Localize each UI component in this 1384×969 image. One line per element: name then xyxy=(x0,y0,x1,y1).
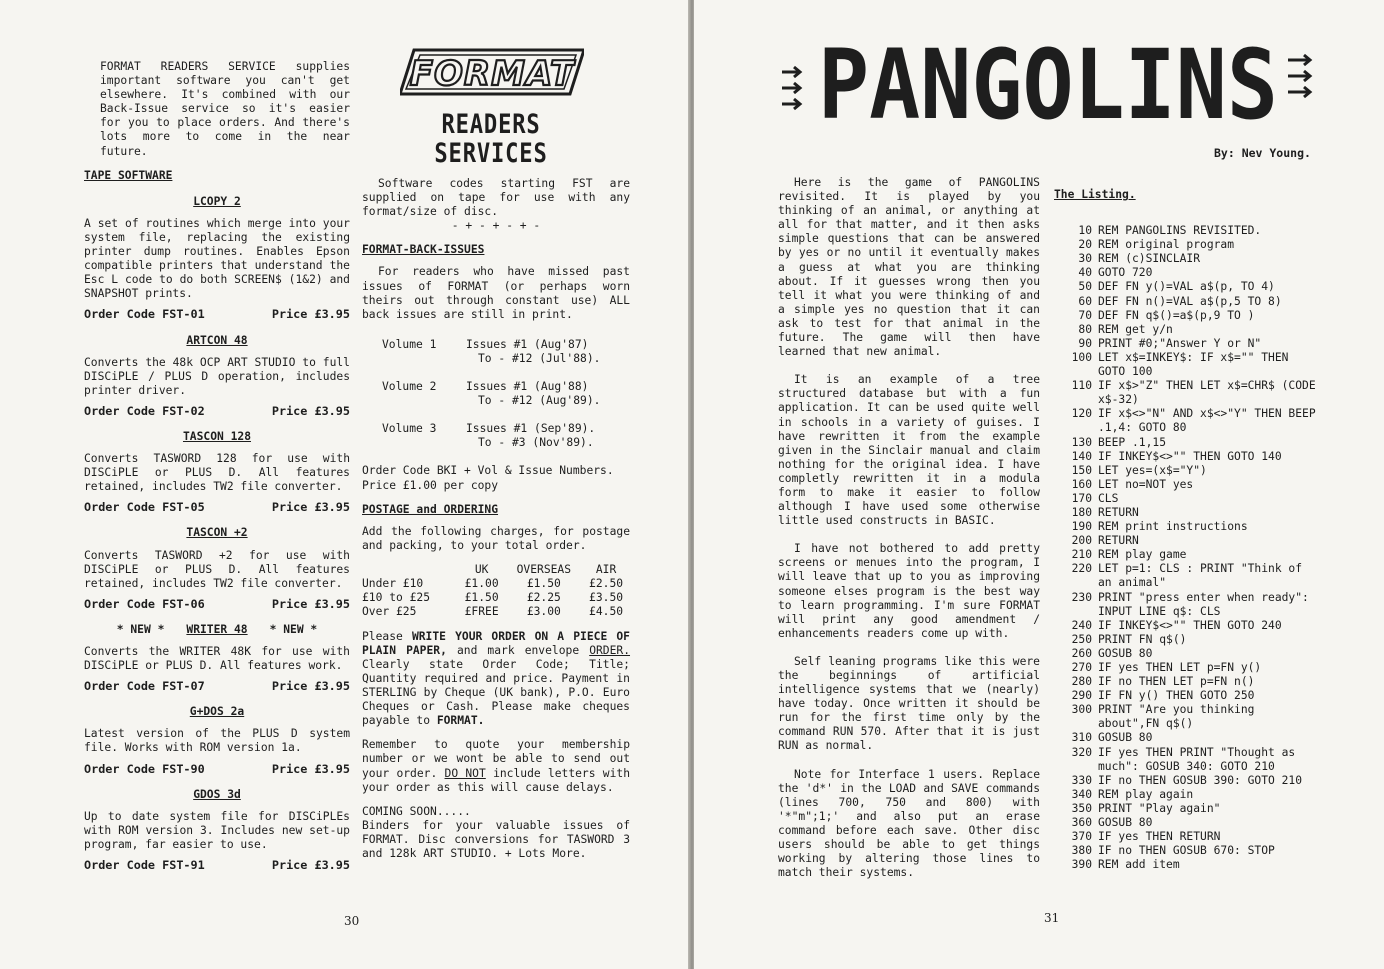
listing-line xyxy=(1054,351,1320,379)
volume-issues xyxy=(466,422,595,450)
postage-heading: POSTAGE and ORDERING xyxy=(362,502,499,516)
product-description: Converts the 48k OCP ART STUDIO to full DISCiPLE / PLUS D operation, includes printer driver. xyxy=(84,355,350,397)
listing-line xyxy=(1054,788,1320,802)
line-code: IF INKEY$<>"" THEN GOTO 240 xyxy=(1098,618,1282,632)
listing-line xyxy=(1054,591,1320,619)
listing-line xyxy=(1054,280,1320,294)
volume-issues-from: Issues #1 (Aug'88) xyxy=(466,380,589,394)
article-paragraph: Here is the game of PANGOLINS revisited. It is played by you thinking of an animal, or anything at all for that matter, and it then asks simple questions that can be answered by yes or no until it eventually makes a guess at what you are thinking about. If it guesses wrong then you tell it what you were thinking of and a simple yes no question that it can ask to test for that animal in the future. The game will then have learned that new animal. xyxy=(778,176,1040,359)
line-number: 140 xyxy=(1071,449,1092,463)
line-number: 50 xyxy=(1078,280,1092,294)
line-code: GOSUB 80 xyxy=(1098,816,1153,830)
volume-issues-to: To - #12 (Jul'88). xyxy=(478,351,601,365)
listing-line xyxy=(1054,647,1320,661)
line-number: 110 xyxy=(1071,379,1092,393)
product-entry xyxy=(84,788,350,872)
postage-table xyxy=(362,563,630,620)
coming-soon-text: Binders for your valuable issues of FORMAT. Disc conversions for TASWORD 3 and 128k ART STUDIO. + Lots More. xyxy=(362,818,630,860)
readers-services-title xyxy=(416,110,565,168)
postage-cell: £1.50 xyxy=(464,591,499,605)
postage-cell: £3.00 xyxy=(526,605,561,619)
readers-services-title-line-1: READERS xyxy=(441,109,541,140)
order-code: Order Code FST-90 xyxy=(84,761,205,776)
volume-issues-to: To - #12 (Aug'89). xyxy=(478,394,601,408)
order-code: Order Code FST-05 xyxy=(84,500,205,515)
listing-line xyxy=(1054,252,1320,266)
postage-cell: Under £10 xyxy=(362,577,424,591)
line-code: BEEP .1,15 xyxy=(1098,435,1167,449)
section-divider: - + - + - + - xyxy=(451,219,541,233)
product-entry xyxy=(84,705,350,775)
volume-entry xyxy=(362,380,630,408)
ordering-text-3: Clearly state Order Code; Title; Quantity required and price. Payment in STERLING by Cheque (UK bank), P.O. Euro Cheques or Cash. Please make cheques payable to xyxy=(362,657,630,728)
ordering-order-word: ORDER. xyxy=(589,643,631,657)
right-column xyxy=(362,177,630,861)
title-arrows-left xyxy=(782,67,800,109)
postage-header-cell: AIR xyxy=(595,562,617,576)
line-code: GOSUB 80 xyxy=(1098,646,1153,660)
line-number: 270 xyxy=(1071,661,1092,674)
postage-cell: £1.50 xyxy=(526,577,561,591)
line-number: 380 xyxy=(1071,844,1092,858)
line-number: 290 xyxy=(1071,689,1092,703)
volume-issues-from: Issues #1 (Sep'89). xyxy=(466,422,596,436)
product-name: G+DOS 2a xyxy=(189,705,245,719)
back-issue-price: Price £1.00 per copy xyxy=(362,478,499,492)
product-order-line xyxy=(84,597,350,611)
listing-line xyxy=(1054,661,1320,675)
line-code: LET yes=(x$="Y") xyxy=(1098,463,1207,477)
format-logo-text: FORMAT xyxy=(409,54,575,94)
product-price: Price £3.95 xyxy=(271,858,350,873)
line-number: 240 xyxy=(1071,618,1092,632)
product-entry xyxy=(84,195,350,322)
listing-line xyxy=(1054,633,1320,647)
product-title xyxy=(84,195,350,209)
line-code: PRINT FN q$() xyxy=(1098,632,1187,646)
line-code: REM PANGOLINS REVISITED. xyxy=(1098,224,1262,238)
line-number: 320 xyxy=(1071,745,1092,759)
volume-entry xyxy=(362,338,630,366)
product-order-line xyxy=(84,858,350,872)
postage-cell: £3.50 xyxy=(589,591,624,605)
listing-line xyxy=(1054,379,1320,407)
product-description: Latest version of the PLUS D system file. Works with ROM version 1a. xyxy=(84,727,350,755)
postage-header-cell: OVERSEAS xyxy=(516,562,572,576)
listing-line xyxy=(1054,562,1320,590)
line-number: 200 xyxy=(1071,534,1092,548)
product-order-line xyxy=(84,762,350,776)
listing-line xyxy=(1054,224,1320,238)
byline: By: Nev Young. xyxy=(1214,146,1311,160)
product-list xyxy=(84,195,350,872)
volume-number: Volume 3 xyxy=(382,422,437,436)
line-number: 90 xyxy=(1078,336,1092,350)
line-number: 150 xyxy=(1071,463,1092,477)
line-code: PRINT "Are you thinking about",FN q$() xyxy=(1098,703,1255,731)
listing-line xyxy=(1054,675,1320,689)
line-number: 390 xyxy=(1071,858,1092,872)
product-price: Price £3.95 xyxy=(271,761,350,776)
remember-text xyxy=(362,738,630,794)
line-code: DEF FN q$()=a$(p,9 TO ) xyxy=(1098,308,1255,322)
product-price: Price £3.95 xyxy=(271,596,350,611)
line-number: 350 xyxy=(1071,801,1092,815)
product-price: Price £3.95 xyxy=(271,403,350,418)
product-name: GDOS 3d xyxy=(193,787,241,801)
line-number: 120 xyxy=(1071,407,1092,421)
pangolins-title xyxy=(776,30,1316,140)
product-order-line xyxy=(84,500,350,514)
listing-line xyxy=(1054,858,1320,872)
product-name: TASCON 128 xyxy=(182,429,251,443)
back-issues-heading: FORMAT-BACK-ISSUES xyxy=(362,243,485,257)
order-code: Order Code FST-07 xyxy=(84,679,205,694)
listing-line xyxy=(1054,703,1320,731)
listing-line xyxy=(1054,506,1320,520)
postage-row xyxy=(362,605,630,619)
listing-line xyxy=(1054,464,1320,478)
listing-line xyxy=(1054,436,1320,450)
line-number: 340 xyxy=(1071,787,1092,801)
listing-line xyxy=(1054,746,1320,774)
product-description: Up to date system file for DISCiPLEs with ROM version 3. Includes new set-up program, far easier to use. xyxy=(84,809,350,851)
line-number: 330 xyxy=(1071,773,1092,787)
article-paragraph: It is an example of a tree structured database but with a fun application. It can be used quite well in schools in a variety of guises. I have rewritten it from the example given in the Sinclair manual and claim nothing for the original idea. I have completly rewritten it in a modula form to make it easier to follow although I have used some otherwise little used constructs in BASIC. xyxy=(778,373,1040,528)
page-number-left: 30 xyxy=(344,914,360,928)
line-code: IF no THEN LET p=FN n() xyxy=(1098,675,1255,689)
line-number: 40 xyxy=(1078,266,1092,280)
line-code: PRINT #0;"Answer Y or N" xyxy=(1098,336,1262,350)
right-page xyxy=(694,0,1384,969)
postage-cell: Over £25 xyxy=(362,605,417,619)
postage-cell: £10 to £25 xyxy=(362,591,431,605)
line-code: PRINT "Play again" xyxy=(1098,801,1221,815)
listing-line xyxy=(1054,407,1320,435)
readers-services-title-line-2: SERVICES xyxy=(434,138,548,169)
product-entry xyxy=(84,334,350,418)
order-code: Order Code FST-01 xyxy=(84,307,205,322)
ordering-format-word: FORMAT. xyxy=(436,714,485,728)
new-badge: * NEW * xyxy=(116,622,165,636)
line-code: IF yes THEN RETURN xyxy=(1098,830,1221,844)
line-number: 20 xyxy=(1078,238,1092,252)
product-entry xyxy=(84,430,350,514)
product-name: LCOPY 2 xyxy=(193,194,241,208)
line-number: 100 xyxy=(1071,350,1092,364)
line-number: 70 xyxy=(1078,308,1092,322)
line-code: DEF FN n()=VAL a$(p,5 TO 8) xyxy=(1098,294,1282,308)
back-issues-text: For readers who have missed past issues of FORMAT (or perhaps worn theirs out through constant use) ALL back issues are still in print. xyxy=(362,265,630,321)
product-price: Price £3.95 xyxy=(271,307,350,322)
line-number: 360 xyxy=(1071,816,1092,830)
listing-line xyxy=(1054,295,1320,309)
line-code: REM print instructions xyxy=(1098,520,1248,534)
product-title xyxy=(84,334,350,348)
product-name: WRITER 48 xyxy=(186,622,248,636)
listing-column xyxy=(1054,188,1320,872)
product-entry xyxy=(84,623,350,693)
ordering-text-1: Please xyxy=(362,629,403,643)
title-arrows-right xyxy=(1288,55,1310,97)
order-code: Order Code FST-06 xyxy=(84,596,205,611)
volume-number: Volume 1 xyxy=(382,337,437,351)
line-code: IF INKEY$<>"" THEN GOTO 140 xyxy=(1098,449,1282,463)
listing-line xyxy=(1054,337,1320,351)
postage-header-row xyxy=(362,563,630,577)
ordering-text-bold: WRITE YOUR ORDER ON A PIECE OF PLAIN PAPER, xyxy=(362,629,630,657)
postage-header-cell: UK xyxy=(474,562,489,576)
line-code: GOSUB 80 xyxy=(1098,731,1153,745)
remember-text-2: include letters with your order as this will cause delays. xyxy=(362,766,630,794)
listing-line xyxy=(1054,816,1320,830)
listing-line xyxy=(1054,619,1320,633)
volume-issues-from: Issues #1 (Aug'87) xyxy=(466,337,589,351)
page-number-right: 31 xyxy=(1044,911,1060,925)
listing-line xyxy=(1054,534,1320,548)
postage-row xyxy=(362,577,630,591)
listing-line xyxy=(1054,774,1320,788)
postage-cell: £FREE xyxy=(464,605,499,619)
line-code: REM (c)SINCLAIR xyxy=(1098,252,1201,266)
line-number: 300 xyxy=(1071,703,1092,717)
line-number: 230 xyxy=(1071,590,1092,604)
software-codes-text: Software codes starting FST are supplied on tape for use with any format/size of disc. xyxy=(362,177,630,219)
line-code: LET no=NOT yes xyxy=(1098,477,1194,491)
pangolins-title-text: PANGOLINS xyxy=(818,30,1278,140)
line-number: 310 xyxy=(1071,731,1092,745)
product-description: Converts the WRITER 48K for use with DISCiPLE or PLUS D. All features work. xyxy=(84,645,350,673)
remember-text-1: Remember to quote your membership number or we wont be able to send out your order. xyxy=(362,738,630,780)
listing-line xyxy=(1054,520,1320,534)
listing-line xyxy=(1054,844,1320,858)
postage-text: Add the following charges, for postage and packing, to your total order. xyxy=(362,524,630,552)
postage-cell: £2.25 xyxy=(526,591,561,605)
line-number: 370 xyxy=(1071,830,1092,844)
coming-soon-heading: COMING SOON..... xyxy=(362,804,471,818)
tape-software-heading: TAPE SOFTWARE xyxy=(84,168,173,182)
line-code: PRINT "press enter when ready": INPUT LINE q$: CLS xyxy=(1098,590,1309,618)
product-title xyxy=(84,705,350,719)
program-listing xyxy=(1054,224,1320,872)
article-paragraph: Note for Interface 1 users. Replace the 'd*' in the LOAD and SAVE commands (lines 700, 750 and 800) with '*"m";1;' and also put an erase command before each save. Other disc users should be able to get things working by altering those lines to match their systems. xyxy=(778,767,1040,880)
product-title xyxy=(84,526,350,540)
line-code: IF FN y() THEN GOTO 250 xyxy=(1098,689,1255,703)
listing-line xyxy=(1054,830,1320,844)
volume-issues xyxy=(466,338,600,366)
line-code: GOTO 720 xyxy=(1098,266,1153,280)
line-code: IF no THEN GOSUB 670: STOP xyxy=(1098,844,1275,858)
line-number: 170 xyxy=(1071,491,1092,505)
volume-list xyxy=(362,338,630,451)
format-logo xyxy=(400,48,584,96)
product-price: Price £3.95 xyxy=(271,679,350,694)
listing-line xyxy=(1054,731,1320,745)
line-number: 260 xyxy=(1071,646,1092,660)
product-title xyxy=(84,430,350,444)
line-number: 130 xyxy=(1071,435,1092,449)
product-name: ARTCON 48 xyxy=(186,333,248,347)
line-code: DEF FN y()=VAL a$(p, TO 4) xyxy=(1098,280,1275,294)
back-issue-order-code: Order Code BKI + Vol & Issue Numbers. xyxy=(362,464,614,478)
line-code: RETURN xyxy=(1098,534,1139,548)
line-number: 30 xyxy=(1078,252,1092,266)
line-code: REM original program xyxy=(1098,238,1235,252)
listing-line xyxy=(1054,492,1320,506)
article-paragraph: Self leaning programs like this were the beginnings of artificial intelligence systems that we (nearly) have today. Once written it should be run for the first time only by the command RUN 570. After that it is just RUN as normal. xyxy=(778,654,1040,753)
product-name: TASCON +2 xyxy=(186,526,248,540)
line-number: 60 xyxy=(1078,294,1092,308)
volume-entry xyxy=(362,422,630,450)
order-code: Order Code FST-02 xyxy=(84,403,205,418)
line-code: LET x$=INKEY$: IF x$="" THEN GOTO 100 xyxy=(1098,350,1289,379)
article-column xyxy=(778,176,1040,894)
line-code: RETURN xyxy=(1098,505,1139,519)
remember-do-not: DO NOT xyxy=(444,766,486,780)
product-title xyxy=(84,788,350,802)
listing-line xyxy=(1054,478,1320,492)
line-code: IF x$>"Z" THEN LET x$=CHR$ (CODE x$-32) xyxy=(1098,379,1316,407)
line-code: REM play again xyxy=(1098,787,1194,801)
article-paragraph: I have not bothered to add pretty screens or menues into the program, I will leave that up to you as improving someone elses program is the best way to learn programming. I'm sure FORMAT will print any good amendment / enhancements readers come up with. xyxy=(778,542,1040,640)
postage-row xyxy=(362,591,630,605)
line-number: 160 xyxy=(1071,477,1092,491)
line-number: 180 xyxy=(1071,505,1092,519)
listing-line xyxy=(1054,689,1320,703)
listing-heading: The Listing. xyxy=(1054,188,1136,201)
volume-issues xyxy=(466,380,600,408)
listing-line xyxy=(1054,323,1320,337)
product-description: Converts TASWORD 128 for use with DISCiPLE or PLUS D. All features retained, includes TW2 file converter. xyxy=(84,452,350,494)
line-code: IF x$<>"N" AND x$<>"Y" THEN BEEP .1,4: GOTO 80 xyxy=(1098,407,1316,435)
line-number: 220 xyxy=(1071,562,1092,576)
left-column xyxy=(84,60,350,872)
listing-line xyxy=(1054,238,1320,252)
line-code: REM add item xyxy=(1098,858,1180,872)
product-price: Price £3.95 xyxy=(271,500,350,515)
new-badge: * NEW * xyxy=(269,622,318,636)
left-page xyxy=(0,0,690,969)
product-title xyxy=(84,623,350,637)
ordering-text-2: and mark envelope xyxy=(456,643,580,657)
postage-cell: £1.00 xyxy=(464,577,499,591)
volume-number: Volume 2 xyxy=(382,380,437,394)
line-number: 280 xyxy=(1071,675,1092,689)
listing-line xyxy=(1054,266,1320,280)
intro-text: FORMAT READERS SERVICE supplies important software you can't get elsewhere. It's combined with our Back-Issue service so it's easier for you to place orders. And there's lots more to come in the near future. xyxy=(100,60,350,158)
postage-cell: £4.50 xyxy=(589,605,624,619)
ordering-instructions xyxy=(362,630,630,729)
product-order-line xyxy=(84,307,350,321)
line-code: REM play game xyxy=(1098,548,1187,562)
line-code: IF yes THEN PRINT "Thought as much": GOSUB 340: GOTO 210 xyxy=(1098,745,1296,773)
order-code: Order Code FST-91 xyxy=(84,858,205,873)
line-code: REM get y/n xyxy=(1098,322,1173,336)
product-order-line xyxy=(84,679,350,693)
line-code: CLS xyxy=(1098,491,1119,505)
line-number: 190 xyxy=(1071,520,1092,534)
postage-header-cell xyxy=(362,563,458,577)
product-entry xyxy=(84,526,350,610)
postage-cell: £2.50 xyxy=(589,577,624,591)
listing-line xyxy=(1054,309,1320,323)
line-number: 10 xyxy=(1078,224,1092,238)
product-description: Converts TASWORD +2 for use with DISCiPLE or PLUS D. All features retained, includes TW2 file converter. xyxy=(84,548,350,590)
line-code: LET p=1: CLS : PRINT "Think of an animal" xyxy=(1098,562,1303,590)
line-number: 210 xyxy=(1071,548,1092,562)
line-number: 250 xyxy=(1071,632,1092,646)
line-code: IF no THEN GOSUB 390: GOTO 210 xyxy=(1098,773,1303,787)
listing-line xyxy=(1054,802,1320,816)
product-description: A set of routines which merge into your system file, replacing the existing printer dump routines. Enables Epson compatible printers that understand the Esc L code to do both SCREEN$ (1&2) and SNAPSHOT prints. xyxy=(84,216,350,301)
line-code: IF yes THEN LET p=FN y() xyxy=(1098,661,1262,674)
listing-line xyxy=(1054,548,1320,562)
product-order-line xyxy=(84,404,350,418)
volume-issues-to: To - #3 (Nov'89). xyxy=(478,436,594,450)
listing-line xyxy=(1054,450,1320,464)
line-number: 80 xyxy=(1078,322,1092,336)
